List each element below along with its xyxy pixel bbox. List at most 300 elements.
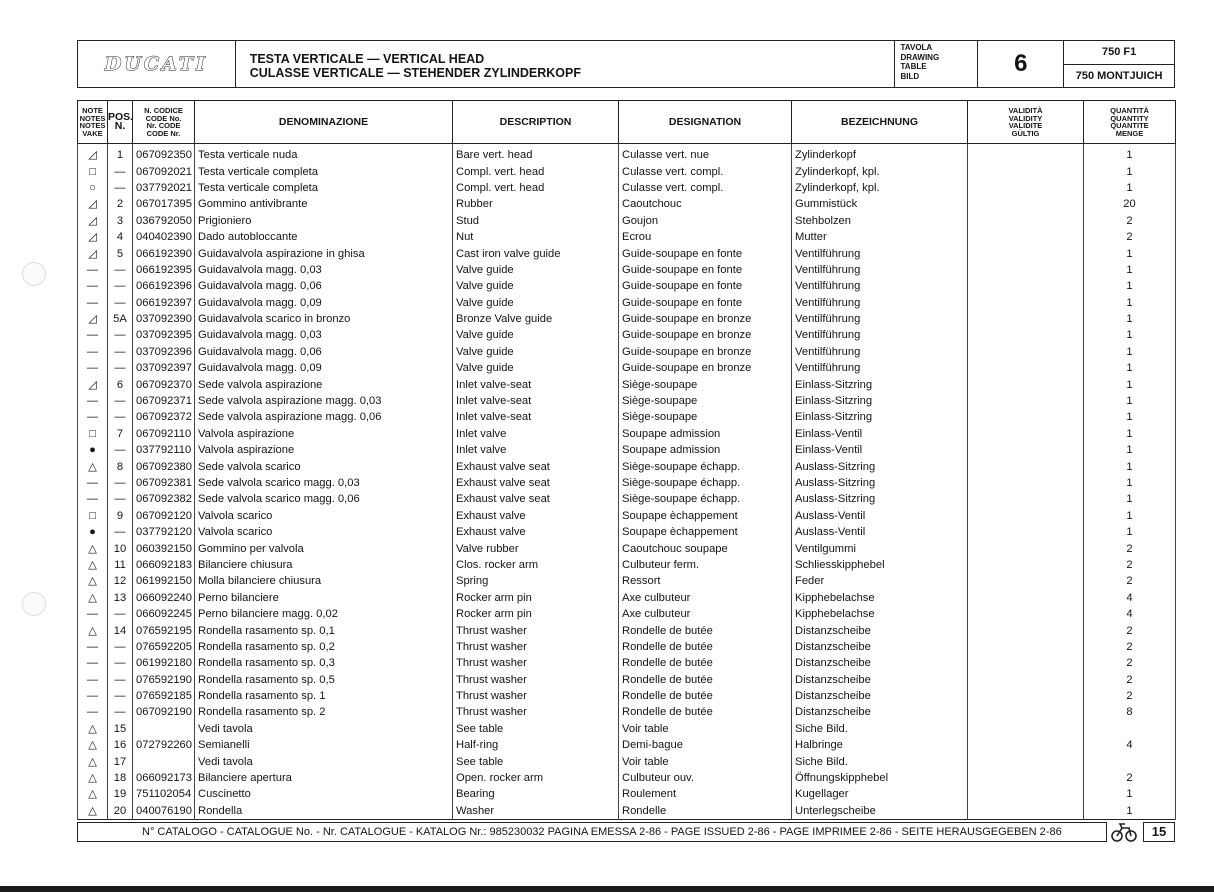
table-row <box>78 688 1176 704</box>
col-designation: DESIGNATION <box>619 101 792 144</box>
cell-it: Sede valvola scarico magg. 0,06 <box>195 491 453 507</box>
cell-fr: Goujon <box>619 213 792 229</box>
binder-hole-top <box>22 262 46 286</box>
cell-it: Prigioniero <box>195 213 453 229</box>
cell-fr: Guide-soupape en fonte <box>619 295 792 311</box>
cell-fr: Voir table <box>619 721 792 737</box>
cell-pos: 10 <box>108 540 133 556</box>
table-row <box>78 442 1176 458</box>
cell-it: Vedi tavola <box>195 753 453 769</box>
cell-de: Distanzscheibe <box>792 639 968 655</box>
table-row <box>78 721 1176 737</box>
cell-fr: Rondelle de butée <box>619 688 792 704</box>
cell-it: Bilanciere chiusura <box>195 557 453 573</box>
cell-val <box>968 590 1084 606</box>
table-row <box>78 491 1176 507</box>
cell-val <box>968 311 1084 327</box>
cell-pos: — <box>108 491 133 507</box>
model-top: 750 F1 <box>1064 41 1174 65</box>
cell-pos: — <box>108 672 133 688</box>
cell-en: Thrust washer <box>453 639 619 655</box>
cell-en: Thrust washer <box>453 655 619 671</box>
cell-de: Feder <box>792 573 968 589</box>
cell-code: 066092245 <box>133 606 195 622</box>
cell-qty <box>1084 721 1176 737</box>
cell-it: Guidavalvola magg. 0,03 <box>195 262 453 278</box>
cell-fr: Culasse vert. compl. <box>619 180 792 196</box>
cell-en: Rubber <box>453 196 619 212</box>
cell-code: 076592195 <box>133 622 195 638</box>
cell-de: Einlass-Ventil <box>792 442 968 458</box>
cell-fr: Rondelle de butée <box>619 639 792 655</box>
cell-qty: 1 <box>1084 524 1176 540</box>
title-line-1: TESTA VERTICALE — VERTICAL HEAD <box>249 52 485 66</box>
cell-fr: Siège-soupape <box>619 409 792 425</box>
cell-it: Rondella rasamento sp. 2 <box>195 704 453 720</box>
cell-de: Auslass-Ventil <box>792 524 968 540</box>
cell-en: Valve guide <box>453 295 619 311</box>
cell-code: 066092183 <box>133 557 195 573</box>
cell-de: Kugellager <box>792 786 968 802</box>
cell-de: Ventilführung <box>792 295 968 311</box>
cell-de: Gummistück <box>792 196 968 212</box>
table-row <box>78 245 1176 261</box>
cell-en: Inlet valve <box>453 426 619 442</box>
cell-val <box>968 144 1084 164</box>
cell-qty: 1 <box>1084 426 1176 442</box>
cell-qty: 20 <box>1084 196 1176 212</box>
cell-de: Öffnungskipphebel <box>792 770 968 786</box>
cell-fr: Rondelle <box>619 803 792 820</box>
table-row <box>78 786 1176 802</box>
cell-note: △ <box>78 557 108 573</box>
cell-code: 067092372 <box>133 409 195 425</box>
cell-en: Valve guide <box>453 360 619 376</box>
cell-val <box>968 688 1084 704</box>
cell-it: Rondella rasamento sp. 0,3 <box>195 655 453 671</box>
table-row <box>78 278 1176 294</box>
cell-qty: 1 <box>1084 803 1176 820</box>
cell-qty: 2 <box>1084 573 1176 589</box>
cell-en: Exhaust valve seat <box>453 475 619 491</box>
cell-it: Sede valvola scarico <box>195 458 453 474</box>
cell-de: Auslass-Sitzring <box>792 458 968 474</box>
cell-fr: Guide-soupape en fonte <box>619 245 792 261</box>
cell-code: 076592190 <box>133 672 195 688</box>
cell-fr: Siège-soupape échapp. <box>619 475 792 491</box>
table-row <box>78 344 1176 360</box>
cell-en: Valve guide <box>453 278 619 294</box>
cell-code: 040076190 <box>133 803 195 820</box>
cell-qty: 4 <box>1084 606 1176 622</box>
cell-fr: Siège-soupape <box>619 393 792 409</box>
cell-code: 066192397 <box>133 295 195 311</box>
cell-code: 060392150 <box>133 540 195 556</box>
table-row <box>78 295 1176 311</box>
table-row <box>78 229 1176 245</box>
cell-it: Rondella <box>195 803 453 820</box>
cell-val <box>968 295 1084 311</box>
cell-val <box>968 639 1084 655</box>
cell-de: Schliesskipphebel <box>792 557 968 573</box>
cell-de: Halbringe <box>792 737 968 753</box>
cell-en: Inlet valve-seat <box>453 376 619 392</box>
cell-val <box>968 344 1084 360</box>
cell-val <box>968 622 1084 638</box>
cell-en: Compl. vert. head <box>453 163 619 179</box>
col-note: NOTE NOTES NOTES VAKE <box>78 101 108 144</box>
cell-en: Bronze Valve guide <box>453 311 619 327</box>
title-line-2: CULASSE VERTICALE — STEHENDER ZYLINDERKOPF <box>249 66 581 80</box>
table-row <box>78 770 1176 786</box>
cell-qty: 2 <box>1084 622 1176 638</box>
cell-it: Rondella rasamento sp. 0,1 <box>195 622 453 638</box>
cell-code: 067017395 <box>133 196 195 212</box>
cell-val <box>968 278 1084 294</box>
cell-de: Zylinderkopf, kpl. <box>792 180 968 196</box>
cell-code: 037092390 <box>133 311 195 327</box>
cell-pos: — <box>108 360 133 376</box>
cell-pos: — <box>108 475 133 491</box>
cell-qty: 1 <box>1084 458 1176 474</box>
cell-val <box>968 704 1084 720</box>
cell-code: 067092190 <box>133 704 195 720</box>
cell-note: △ <box>78 622 108 638</box>
cell-fr: Siège-soupape échapp. <box>619 491 792 507</box>
cell-val <box>968 163 1084 179</box>
cell-code: 066192396 <box>133 278 195 294</box>
cell-en: Exhaust valve seat <box>453 458 619 474</box>
cell-pos: — <box>108 639 133 655</box>
col-validita: VALIDITÀ VALIDITY VALIDITE GÜLTIG <box>968 101 1084 144</box>
cell-fr: Rondelle de butée <box>619 622 792 638</box>
cell-en: Thrust washer <box>453 688 619 704</box>
cell-pos: — <box>108 295 133 311</box>
cell-note: — <box>78 327 108 343</box>
cell-en: Inlet valve-seat <box>453 409 619 425</box>
cell-en: Thrust washer <box>453 672 619 688</box>
cell-val <box>968 557 1084 573</box>
cell-de: Auslass-Ventil <box>792 508 968 524</box>
cell-val <box>968 508 1084 524</box>
table-row <box>78 672 1176 688</box>
cell-code <box>133 753 195 769</box>
cell-note: ◿ <box>78 311 108 327</box>
cell-code: 067092381 <box>133 475 195 491</box>
table-row <box>78 557 1176 573</box>
cell-qty: 2 <box>1084 770 1176 786</box>
cell-code: 076592185 <box>133 688 195 704</box>
cell-qty: 4 <box>1084 590 1176 606</box>
cell-qty: 2 <box>1084 688 1176 704</box>
table-row <box>78 655 1176 671</box>
cell-qty: 1 <box>1084 376 1176 392</box>
cell-val <box>968 426 1084 442</box>
cell-it: Perno bilanciere <box>195 590 453 606</box>
col-denominazione: DENOMINAZIONE <box>195 101 453 144</box>
cell-qty: 1 <box>1084 163 1176 179</box>
cell-it: Gommino per valvola <box>195 540 453 556</box>
cell-val <box>968 409 1084 425</box>
cell-note: ● <box>78 524 108 540</box>
table-row <box>78 524 1176 540</box>
cell-qty: 2 <box>1084 672 1176 688</box>
cell-val <box>968 803 1084 820</box>
cell-fr: Ressort <box>619 573 792 589</box>
cell-note: — <box>78 344 108 360</box>
cell-pos: — <box>108 180 133 196</box>
cell-code: 037792021 <box>133 180 195 196</box>
cell-it: Gommino antivibrante <box>195 196 453 212</box>
cell-note: — <box>78 475 108 491</box>
cell-pos: — <box>108 688 133 704</box>
cell-it: Guidavalvola magg. 0,09 <box>195 360 453 376</box>
table-row <box>78 540 1176 556</box>
cell-fr: Rondelle de butée <box>619 655 792 671</box>
cell-note: — <box>78 262 108 278</box>
cell-it: Dado autobloccante <box>195 229 453 245</box>
cell-it: Valvola scarico <box>195 524 453 540</box>
cell-code: 066192390 <box>133 245 195 261</box>
cell-val <box>968 245 1084 261</box>
cell-code: 076592205 <box>133 639 195 655</box>
table-row <box>78 753 1176 769</box>
cell-fr: Rondelle de butée <box>619 704 792 720</box>
col-quantita: QUANTITÀ QUANTITY QUANTITE MENGE <box>1084 101 1176 144</box>
cell-it: Sede valvola scarico magg. 0,03 <box>195 475 453 491</box>
table-row <box>78 376 1176 392</box>
cell-qty: 2 <box>1084 540 1176 556</box>
cell-fr: Guide-soupape en bronze <box>619 360 792 376</box>
cell-code <box>133 721 195 737</box>
cell-fr: Siège-soupape échapp. <box>619 458 792 474</box>
cell-pos: 9 <box>108 508 133 524</box>
cell-code: 066192395 <box>133 262 195 278</box>
col-description: DESCRIPTION <box>453 101 619 144</box>
cell-pos: 7 <box>108 426 133 442</box>
cell-de: Ventilführung <box>792 245 968 261</box>
cell-note: ◿ <box>78 245 108 261</box>
table-row <box>78 144 1176 164</box>
cell-fr: Soupape èchappement <box>619 508 792 524</box>
cell-fr: Axe culbuteur <box>619 606 792 622</box>
cell-de: Einlass-Sitzring <box>792 393 968 409</box>
cell-note: — <box>78 655 108 671</box>
cell-qty: 1 <box>1084 786 1176 802</box>
table-row <box>78 196 1176 212</box>
cell-qty: 1 <box>1084 393 1176 409</box>
cell-val <box>968 491 1084 507</box>
cell-fr: Ecrou <box>619 229 792 245</box>
cell-qty: 2 <box>1084 655 1176 671</box>
table-number: 6 <box>978 41 1064 87</box>
cell-qty: 1 <box>1084 475 1176 491</box>
cell-qty: 1 <box>1084 491 1176 507</box>
cell-note: — <box>78 639 108 655</box>
cell-en: Bare vert. head <box>453 144 619 164</box>
cell-de: Distanzscheibe <box>792 704 968 720</box>
scan-edge <box>0 886 1214 892</box>
cell-val <box>968 458 1084 474</box>
cell-pos: 6 <box>108 376 133 392</box>
cell-de: Distanzscheibe <box>792 622 968 638</box>
cell-qty: 1 <box>1084 144 1176 164</box>
cell-it: Sede valvola aspirazione magg. 0,03 <box>195 393 453 409</box>
table-row <box>78 327 1176 343</box>
cell-val <box>968 753 1084 769</box>
cell-note: — <box>78 409 108 425</box>
table-row <box>78 704 1176 720</box>
cell-en: Stud <box>453 213 619 229</box>
cell-pos: 12 <box>108 573 133 589</box>
cell-fr: Culasse vert. nue <box>619 144 792 164</box>
cell-it: Guidavalvola magg. 0,03 <box>195 327 453 343</box>
cell-de: Ventilführung <box>792 262 968 278</box>
cell-it: Valvola scarico <box>195 508 453 524</box>
cell-code: 066092173 <box>133 770 195 786</box>
cell-de: Zylinderkopf, kpl. <box>792 163 968 179</box>
cell-en: Valve guide <box>453 344 619 360</box>
model-bottom: 750 MONTJUICH <box>1075 69 1163 82</box>
cell-de: Ventilgummi <box>792 540 968 556</box>
binder-hole-bottom <box>22 592 46 616</box>
cell-de: Mutter <box>792 229 968 245</box>
cell-de: Auslass-Sitzring <box>792 475 968 491</box>
table-row <box>78 737 1176 753</box>
cell-de: Ventilführung <box>792 311 968 327</box>
motorcycle-icon <box>1110 820 1138 844</box>
cell-note: □ <box>78 163 108 179</box>
cell-fr: Caoutchouc soupape <box>619 540 792 556</box>
cell-en: Exhaust valve <box>453 524 619 540</box>
cell-note: — <box>78 688 108 704</box>
cell-note: ◿ <box>78 229 108 245</box>
cell-qty: 4 <box>1084 737 1176 753</box>
cell-code: 067092350 <box>133 144 195 164</box>
cell-it: Testa verticale completa <box>195 163 453 179</box>
model-box <box>1064 41 1174 87</box>
cell-de: Stehbolzen <box>792 213 968 229</box>
cell-note: ● <box>78 442 108 458</box>
cell-en: Exhaust valve seat <box>453 491 619 507</box>
cell-pos: — <box>108 163 133 179</box>
table-row <box>78 311 1176 327</box>
cell-val <box>968 376 1084 392</box>
table-row <box>78 409 1176 425</box>
bild-label: BILD <box>900 71 920 81</box>
cell-note: △ <box>78 803 108 820</box>
cell-en: Exhaust valve <box>453 508 619 524</box>
cell-note: △ <box>78 786 108 802</box>
cell-val <box>968 393 1084 409</box>
cell-pos: 17 <box>108 753 133 769</box>
cell-code: 037792120 <box>133 524 195 540</box>
cell-qty: 1 <box>1084 360 1176 376</box>
cell-code: 067092021 <box>133 163 195 179</box>
table-row <box>78 360 1176 376</box>
cell-it: Vedi tavola <box>195 721 453 737</box>
cell-it: Molla bilanciere chiusura <box>195 573 453 589</box>
cell-pos: — <box>108 278 133 294</box>
cell-en: Cast iron valve guide <box>453 245 619 261</box>
cell-pos: — <box>108 704 133 720</box>
cell-pos: 3 <box>108 213 133 229</box>
cell-it: Rondella rasamento sp. 1 <box>195 688 453 704</box>
cell-en: Compl. vert. head <box>453 180 619 196</box>
parts-table <box>77 100 1176 820</box>
table-row <box>78 508 1176 524</box>
cell-pos: 20 <box>108 803 133 820</box>
cell-pos: — <box>108 524 133 540</box>
cell-en: Spring <box>453 573 619 589</box>
cell-it: Guidavalvola magg. 0,06 <box>195 278 453 294</box>
cell-pos: 13 <box>108 590 133 606</box>
cell-note: — <box>78 491 108 507</box>
cell-de: Distanzscheibe <box>792 672 968 688</box>
cell-fr: Voir table <box>619 753 792 769</box>
cell-note: — <box>78 295 108 311</box>
cell-it: Testa verticale nuda <box>195 144 453 164</box>
cell-it: Guidavalvola magg. 0,06 <box>195 344 453 360</box>
drawing-label: DRAWING <box>900 52 940 62</box>
table-row <box>78 180 1176 196</box>
cell-qty: 1 <box>1084 442 1176 458</box>
cell-pos: 11 <box>108 557 133 573</box>
cell-pos: 14 <box>108 622 133 638</box>
cell-qty: 2 <box>1084 639 1176 655</box>
cell-de: Auslass-Sitzring <box>792 491 968 507</box>
cell-val <box>968 721 1084 737</box>
catalogue-footer: N° CATALOGO - CATALOGUE No. - Nr. CATALOGUE - KATALOG Nr.: 985230032 PAGINA EMESSA 2-86 - PAGE ISSUED 2-86 - PAGE IMPRIMEE 2-86 - SEITE HERAUSGEGEBEN 2-86 <box>77 822 1107 842</box>
cell-en: Clos. rocker arm <box>453 557 619 573</box>
cell-val <box>968 606 1084 622</box>
table-row <box>78 573 1176 589</box>
cell-note: △ <box>78 770 108 786</box>
cell-fr: Siège-soupape <box>619 376 792 392</box>
cell-val <box>968 737 1084 753</box>
cell-code: 072792260 <box>133 737 195 753</box>
cell-note: — <box>78 704 108 720</box>
cell-val <box>968 262 1084 278</box>
cell-code: 037092395 <box>133 327 195 343</box>
cell-de: Siche Bild. <box>792 753 968 769</box>
cell-en: Washer <box>453 803 619 820</box>
table-header <box>78 101 1176 144</box>
cell-note: △ <box>78 753 108 769</box>
cell-fr: Guide-soupape en bronze <box>619 311 792 327</box>
cell-val <box>968 360 1084 376</box>
cell-en: Open. rocker arm <box>453 770 619 786</box>
cell-note: ◿ <box>78 144 108 164</box>
cell-it: Guidavalvola scarico in bronzo <box>195 311 453 327</box>
cell-fr: Culasse vert. compl. <box>619 163 792 179</box>
cell-de: Einlass-Ventil <box>792 426 968 442</box>
cell-fr: Culbuteur ferm. <box>619 557 792 573</box>
cell-pos: 15 <box>108 721 133 737</box>
cell-fr: Rondelle de butée <box>619 672 792 688</box>
cell-qty: 1 <box>1084 278 1176 294</box>
cell-qty: 1 <box>1084 327 1176 343</box>
cell-val <box>968 573 1084 589</box>
cell-code: 067092382 <box>133 491 195 507</box>
cell-note: — <box>78 606 108 622</box>
cell-val <box>968 524 1084 540</box>
cell-val <box>968 442 1084 458</box>
cell-code: 061992180 <box>133 655 195 671</box>
cell-note: △ <box>78 458 108 474</box>
cell-val <box>968 213 1084 229</box>
cell-note: △ <box>78 590 108 606</box>
